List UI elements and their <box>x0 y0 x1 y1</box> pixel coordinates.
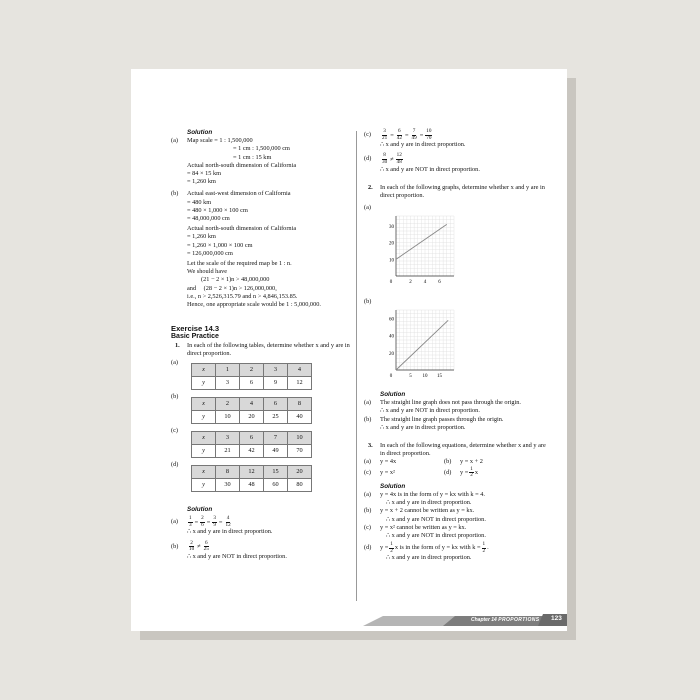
table-block <box>171 427 351 458</box>
question-3: 3. In each of the following equations, determine whether x and y are in direct proportion. <box>368 442 546 458</box>
fraction: $\frac{1}{3}$ <box>189 515 192 528</box>
y-tick-label: 10 <box>389 258 394 264</box>
book-page <box>131 69 567 631</box>
table-cell: 4 <box>288 364 312 377</box>
basic-practice-heading: Basic Practice <box>171 333 219 341</box>
table-label: (b) <box>171 393 179 401</box>
table-cell: 9 <box>264 377 288 390</box>
ratio-inequation <box>380 153 404 165</box>
table-cell: x <box>192 466 216 479</box>
y-tick-label: 30 <box>389 225 394 231</box>
x-tick-label: 2 <box>409 280 412 286</box>
table-cell: y <box>192 377 216 390</box>
ratio-inequation <box>187 541 211 553</box>
fraction: $\frac{6}{25}$ <box>203 539 209 553</box>
table-cell: 25 <box>264 411 288 424</box>
solution-3b: (b) y = x + 2 cannot be written as y = kx. ∴ x and y are NOT in direct proportion. <box>364 507 486 523</box>
fraction: $\frac{6}{42}$ <box>396 128 402 141</box>
table-cell: y <box>192 445 216 458</box>
table-cell: 8 <box>288 398 312 411</box>
table-row <box>192 466 312 479</box>
solution-2b: (b) The straight line graph passes through the origin. ∴ x and y are in direct proportion. <box>364 415 504 431</box>
table-cell: 12 <box>288 377 312 390</box>
operator: = <box>419 131 424 139</box>
table-block <box>171 393 351 424</box>
table-row <box>192 398 312 411</box>
graph-b-block: (b) <box>364 297 372 305</box>
proportion-table <box>191 397 312 424</box>
y-tick-label: 60 <box>389 317 394 323</box>
solution-3c: (c) y = x² cannot be written as y = kx. ∴ x and y are NOT in direct proportion. <box>364 523 486 540</box>
fraction: $\frac{12}{48}$ <box>396 152 402 165</box>
table-cell: 70 <box>288 445 312 458</box>
x-tick-label: 6 <box>438 280 441 286</box>
solution-1b: (b) $\frac{2}{10}$ ≠ $\frac{6}{25}$ <box>171 539 209 553</box>
table-cell: 48 <box>240 479 264 492</box>
table-cell: 2 <box>240 364 264 377</box>
table-cell: 30 <box>216 479 240 492</box>
y-tick-label: 40 <box>389 334 394 340</box>
graph-a <box>384 212 459 290</box>
solution-heading-4: Solution <box>380 482 406 490</box>
table-cell: 20 <box>240 411 264 424</box>
proportion-table <box>191 465 312 492</box>
table-cell: 8 <box>216 466 240 479</box>
fraction: $\frac{2}{10}$ <box>189 539 195 553</box>
table-cell: 40 <box>288 411 312 424</box>
fraction: $\frac{1}{2}$ <box>470 465 473 479</box>
equations-row-1: (a) y = 4x (b) y = x + 2 <box>364 458 483 466</box>
table-cell: 7 <box>264 432 288 445</box>
solution-1c: (c) $\frac{3}{21}$ = $\frac{6}{42}$ = $\frac{7}{49}$ = $\frac{10}{70}$ <box>364 128 432 141</box>
footer-chapter: Chapter 14 PROPORTIONS <box>471 617 540 623</box>
table-block <box>171 461 351 492</box>
graph-b <box>384 306 459 384</box>
question-2: 2. In each of the following graphs, determine whether x and y are in direct proportion. <box>368 183 545 199</box>
solution-2a: (a) The straight line graph does not pass through the origin. ∴ x and y are NOT in direct proportion. <box>364 399 521 415</box>
proportion-tables <box>171 359 351 492</box>
table-cell: 20 <box>288 466 312 479</box>
table-label: (d) <box>171 461 179 469</box>
table-cell: 12 <box>240 466 264 479</box>
operator: ≠ <box>197 543 201 551</box>
table-label: (a) <box>171 359 178 367</box>
fraction: $\frac{1}{2}$ <box>482 541 486 554</box>
proportion-table <box>191 363 312 390</box>
exercise-title: Exercise 14.3 <box>171 324 220 334</box>
operator: = <box>404 131 409 139</box>
solution-3a: (a) y = 4x is in the form of y = kx with k = 4. ∴ x and y are in direct proportion. <box>364 491 485 507</box>
table-cell: x <box>192 398 216 411</box>
table-cell: 6 <box>240 377 264 390</box>
operator: = <box>194 518 199 526</box>
table-cell: 6 <box>264 398 288 411</box>
ratio-equation <box>380 129 433 141</box>
x-tick-label: 0 <box>389 373 393 379</box>
x-tick-label: 0 <box>389 280 393 286</box>
solution-part-b: (b) Actual east-west dimension of California = 480 km = 480 × 1,000 × 100 cm = 48,000,000 cm Actual north-south dimension of California = 1,260 km = 1,260 × 1,000 × 100 cm = 126,000,000 cm Let the scale of the required map be 1 : n. We should have (21 − 2 × 1)n > 48,000,000 and (28 − 2 × 1)n > 126,000,000, i.e., n > 2,526,315.79 and n > 4,846,153.85. Hence, one appropriate scale would be 1 : 5,000,000. <box>171 190 321 309</box>
table-row <box>192 479 312 492</box>
fraction: $\frac{3}{21}$ <box>382 128 388 141</box>
fraction: $\frac{4}{12}$ <box>225 515 231 528</box>
table-cell: x <box>192 364 216 377</box>
right-column: (c) $\frac{3}{21}$ = $\frac{6}{42}$ = $\frac{7}{49}$ = $\frac{10}{70}$ ∴ x and y are in direct proportion. (d) $\frac{8}{30}$ ≠ $\frac{12}{48}$ ∴ x and y are NOT in direct proportion. 2. In each of the following graphs, determine whether x and y are in direct proportion. (a) 0 2 4 6 10 20 30 (b) 0 5 10 15 20 40 60 Solution (a) The straight line graph does not pass through the origin. ∴ x and y are NOT in direct proportion. (b) The straight line graph passes through the origin. ∴ x and y are in direct proportion. 3. In each of the following equations, determine whether x and y are in direct proportion. (a) y = 4x (b) y = x + 2 (c) y = x² (d) y = $\frac{1}{2}$ x Solution (a) y = 4x is in the form of y = kx with k = 4. ∴ x and y are in direct proportion. (b) y = x + 2 cannot be written as y = kx. ∴ x and y are NOT in direct proportion. (c) y = x² cannot be written as y = kx. ∴ x and y are NOT in direct proportion. (d) y = $\frac{1}{2}$ x is in the form of y = kx with k = $\frac{1}{2}$ . ∴ x and y are in direct proportion. <box>364 128 546 562</box>
x-tick-label: 4 <box>423 280 427 286</box>
table-cell: 10 <box>288 432 312 445</box>
table-row <box>192 411 312 424</box>
fraction: $\frac{2}{6}$ <box>201 515 204 528</box>
solution-1a: (a) $\frac{1}{3}$ = $\frac{2}{6}$ = $\frac{3}{9}$ = $\frac{4}{12}$ <box>171 515 231 528</box>
table-cell: 60 <box>264 479 288 492</box>
table-cell: 3 <box>216 432 240 445</box>
operator: = <box>206 518 211 526</box>
solution-part-a: (a) Map scale = 1 : 1,500,000 = 1 cm : 1,500,000 cm = 1 cm : 15 km Actual north-south dimension of California = 84 × 15 km = 1,260 km <box>171 137 297 186</box>
table-cell: 49 <box>264 445 288 458</box>
table-label: (c) <box>171 427 178 435</box>
fraction: $\frac{3}{9}$ <box>213 515 216 528</box>
fraction: $\frac{10}{70}$ <box>426 128 432 141</box>
column-divider <box>356 131 357 601</box>
graph-a-block: (a) <box>364 204 371 212</box>
table-block <box>171 359 351 390</box>
operator: = <box>218 518 223 526</box>
solution-1d: (d) $\frac{8}{30}$ ≠ $\frac{12}{48}$ <box>364 152 402 165</box>
table-row <box>192 432 312 445</box>
ratio-equation <box>187 516 233 528</box>
y-tick-label: 20 <box>389 351 394 357</box>
x-tick-label: 10 <box>422 373 428 379</box>
fraction: $\frac{7}{49}$ <box>411 128 417 141</box>
left-column: Solution (a) Map scale = 1 : 1,500,000 = 1 cm : 1,500,000 cm = 1 cm : 15 km Actual north-south dimension of California = 84 × 15 km = 1,260 km (b) Actual east-west dimension of California = 480 km = 480 × 1,000 × 100 cm = 48,000,000 cm Actual north-south dimension of California = 1,260 km = 1,260 × 1,000 × 100 cm = 126,000,000 cm Let the scale of the required map be 1 : n. We should have (21 − 2 × 1)n > 48,000,000 and (28 − 2 × 1)n > 126,000,000, i.e., n > 2,526,315.79 and n > 4,846,153.85. Hence, one appropriate scale would be 1 : 5,000,000. Exercise 14.3 Basic Practice 1. In each of the following tables, determine whether x and y are in direct proportion. (a) x 1 2 3 4 y 3 6 9 12 (b) x 2 4 6 8 y 10 20 25 40 (c) x 3 6 7 10 y 21 42 49 70 (d) x 8 12 15 20 y 30 48 60 80 Solution (a) $\frac{1}{3}$ = $\frac{2}{6}$ = $\frac{3}{9}$ = $\frac{4}{12}$ ∴ x and y are in direct proportion. (b) $\frac{2}{10}$ ≠ $\frac{6}{25}$ ∴ x and y are NOT in direct proportion. <box>171 129 350 560</box>
equations-row-2: (c) y = x² (d) y = $\frac{1}{2}$ x <box>364 465 479 479</box>
fraction: $\frac{8}{30}$ <box>382 152 388 165</box>
x-tick-label: 15 <box>437 373 442 379</box>
table-cell: 3 <box>216 377 240 390</box>
table-cell: 42 <box>240 445 264 458</box>
table-cell: 2 <box>216 398 240 411</box>
question-1: 1. In each of the following tables, determine whether x and y are in direct proportion. <box>175 341 350 357</box>
operator: ≠ <box>390 155 394 163</box>
table-cell: 3 <box>264 364 288 377</box>
table-cell: 15 <box>264 466 288 479</box>
fraction: $\frac{1}{2}$ <box>390 541 393 554</box>
table-row <box>192 364 312 377</box>
solution-heading-3: Solution <box>380 391 406 398</box>
solution-heading-2: Solution <box>187 506 213 514</box>
table-row <box>192 377 312 390</box>
table-cell: 10 <box>216 411 240 424</box>
table-cell: 1 <box>216 364 240 377</box>
proportion-table <box>191 431 312 458</box>
table-cell: y <box>192 411 216 424</box>
table-cell: 80 <box>288 479 312 492</box>
x-tick-label: 5 <box>409 373 412 379</box>
table-cell: x <box>192 432 216 445</box>
page-number: 123 <box>551 615 562 622</box>
y-tick-label: 20 <box>389 242 394 248</box>
solution-3d: (d) y = $\frac{1}{2}$ x is in the form of y = kx with k = $\frac{1}{2}$ . <box>364 541 489 554</box>
operator: = <box>390 131 394 139</box>
table-row <box>192 445 312 458</box>
table-cell: y <box>192 479 216 492</box>
solution-heading: Solution <box>187 129 213 136</box>
table-cell: 6 <box>240 432 264 445</box>
table-cell: 21 <box>216 445 240 458</box>
table-cell: 4 <box>240 398 264 411</box>
